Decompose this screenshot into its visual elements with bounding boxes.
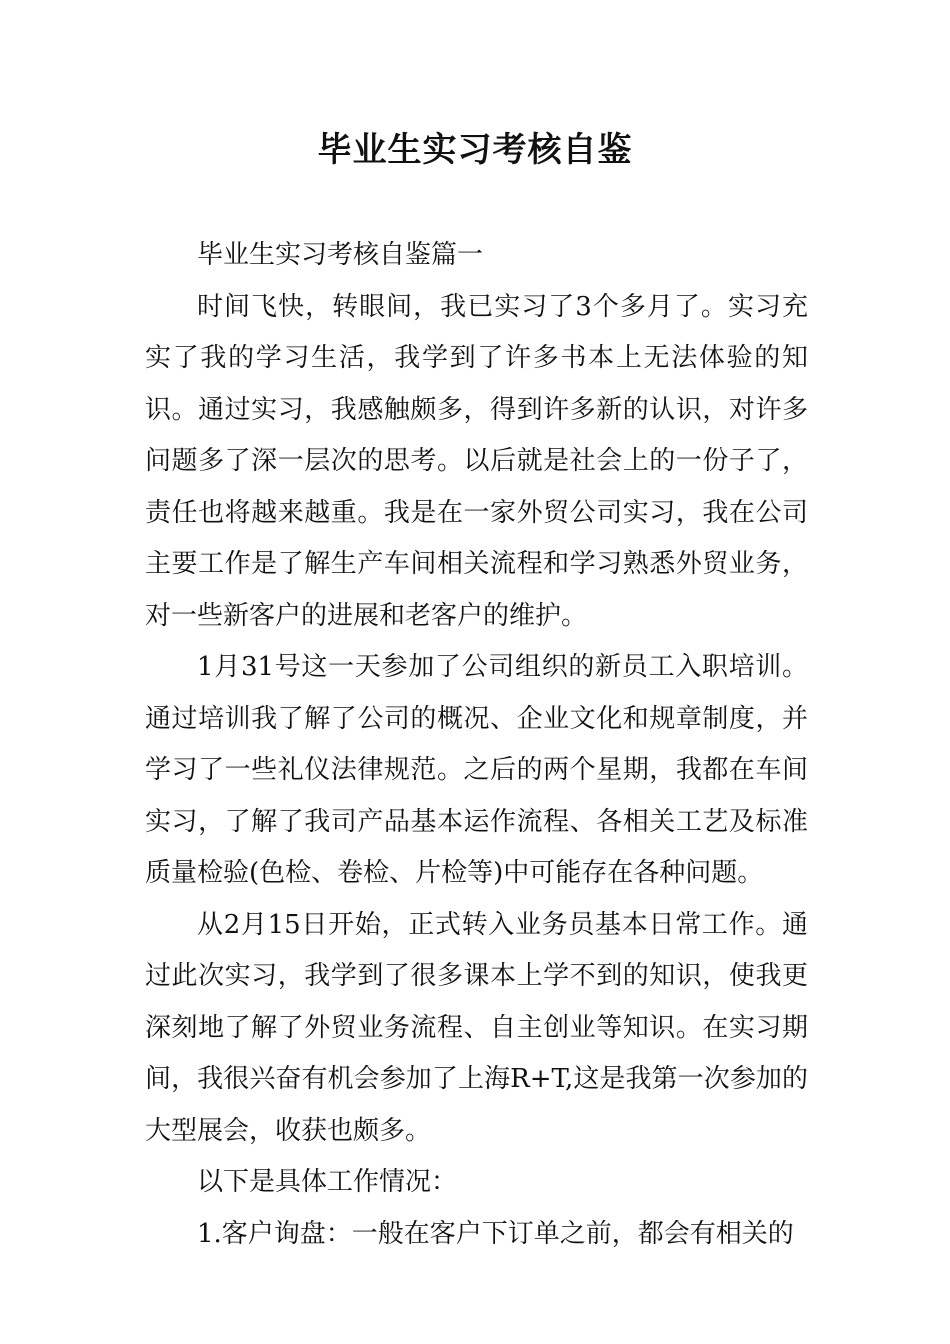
- section-heading: 毕业生实习考核自鉴篇一: [197, 240, 484, 270]
- paragraph: 从2月15日开始，正式转入业务员基本日常工作。通过此次实习，我学到了很多课本上学不到的知识，使我更深刻地了解了外贸业务流程、自主创业等知识。在实习期间，我很兴奋有机会参加了上海R+T,这是我第一次参加的大型展会，收获也颇多。: [145, 909, 808, 1146]
- paragraph: 以下是具体工作情况：: [197, 1167, 458, 1197]
- paragraph: 1.客户询盘：一般在客户下订单之前，都会有相关的: [197, 1218, 794, 1249]
- paragraph: 1月31号这一天参加了公司组织的新员工入职培训。通过培训我了解了公司的概况、企业文化和规章制度，并学习了一些礼仪法律规范。之后的两个星期，我都在车间实习，了解了我司产品基本运作流程、各相关工艺及标准质量检验(色检、卷检、片检等)中可能存在各种问题。: [145, 652, 808, 888]
- document-body: [145, 230, 808, 1260]
- document-title: 毕业生实习考核自鉴: [317, 130, 633, 170]
- paragraph: 时间飞快，转眼间，我已实习了3个多月了。实习充实了我的学习生活，我学到了许多书本上无法体验的知识。通过实习，我感触颇多，得到许多新的认识，对许多问题多了深一层次的思考。以后就是社会上的一份子了，责任也将越来越重。我是在一家外贸公司实习，我在公司主要工作是了解生产车间相关流程和学习熟悉外贸业务，对一些新客户的进展和老客户的维护。: [145, 291, 808, 631]
